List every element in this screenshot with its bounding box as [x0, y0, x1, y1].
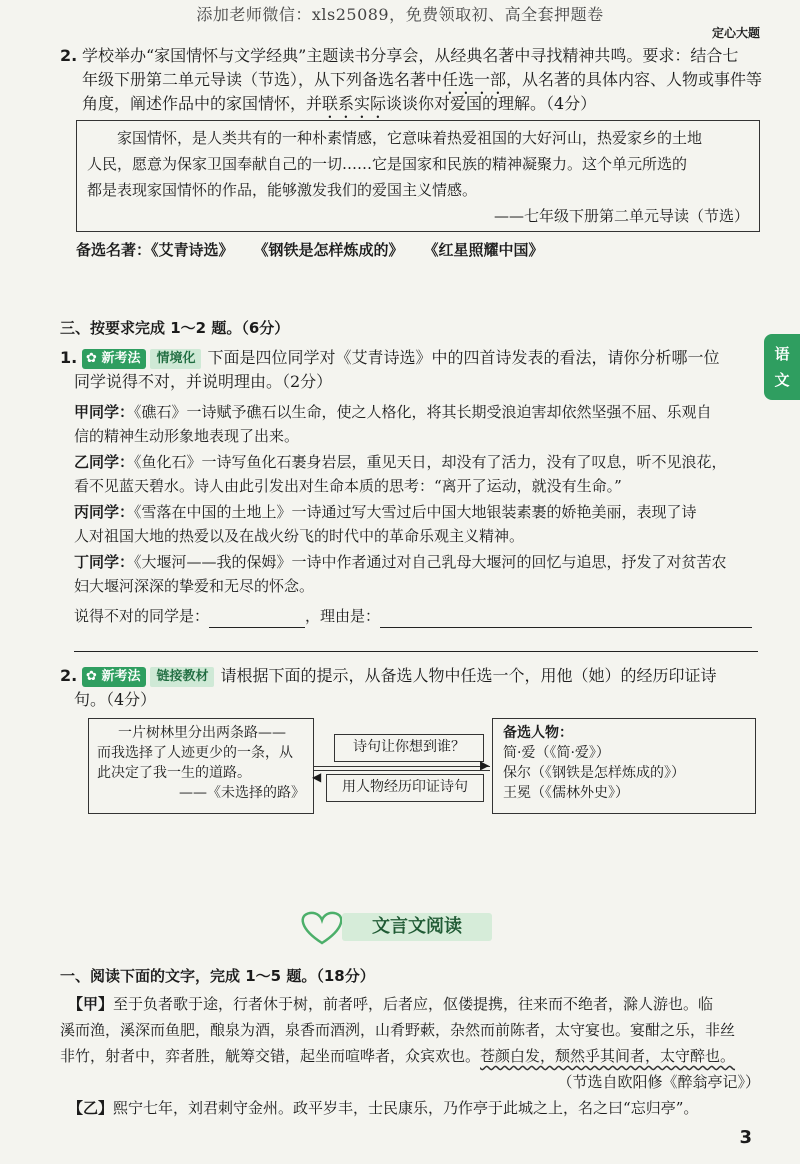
student-yi-label: 乙同学： — [74, 453, 135, 471]
new-method-label: 新考法 — [101, 351, 141, 366]
answer-blank-reason[interactable] — [380, 610, 752, 628]
section3-title: 三、按要求完成 1～2 题。（6分） — [60, 319, 290, 337]
poem-line-1: 一片树林里分出两条路—— — [118, 725, 286, 741]
student-bing-1 — [74, 500, 774, 524]
passage-jia-text-1: 至于负者歌于途，行者休于树，前者呼，后者应，伛偻提携，往来而不绝者，滁人游也。临 — [113, 995, 714, 1013]
passage-yi-1 — [68, 1096, 768, 1120]
q2-line3 — [82, 92, 782, 122]
student-yi-text-1: 《鱼化石》一诗写鱼化石裹身岩层，重见天日，却没有了活力，没有了叹息，听不见浪花， — [134, 453, 727, 471]
new-method-tag-2 — [82, 667, 146, 687]
s3q1-line1 — [60, 346, 760, 370]
student-bing-text-1: 《雪落在中国的土地上》一诗通过写大雪过后中国大地银装素裹的娇艳美丽，表现了诗 — [134, 503, 697, 521]
q2-text-3a: 角度，阐述作品中的家国情怀，并 — [82, 94, 323, 113]
header-label: 定心大题 — [711, 26, 760, 40]
candidate-jane-eyre: 简·爱（《简·爱》） — [503, 745, 610, 761]
subject-tab-char-2: 文 — [774, 371, 790, 389]
watermark-text: 添加老师微信：xls25089，免费领取初、高全套押题卷 — [196, 5, 604, 24]
student-ding-2: 妇大堰河深深的挚爱和无尽的怀念。 — [74, 577, 315, 595]
classical-reading-title: 文言文阅读 — [342, 913, 492, 941]
student-ding-1 — [74, 550, 774, 574]
q2-text-3b: 谈谈你对爱国的理解。（4分） — [386, 94, 597, 113]
poem-box — [88, 718, 314, 814]
poem-line-2: 而我选择了人迹更少的一条，从 — [97, 745, 293, 761]
connector-top — [314, 766, 490, 767]
passage-jia-1 — [68, 992, 768, 1016]
passage-yi-label: 【乙】 — [68, 1099, 114, 1117]
connector-bottom — [314, 770, 490, 771]
student-jia-label: 甲同学： — [74, 403, 135, 421]
quote-line-2: 人民，愿意为保家卫国奉献自己的一切……它是国家和民族的精神凝聚力。这个单元所选的 — [87, 155, 688, 173]
student-bing-label: 丙同学： — [74, 503, 135, 521]
candidate-wang-mian: 王冕（《儒林外史》） — [503, 785, 629, 801]
s3q2-number: 2. — [60, 666, 78, 685]
new-method-tag — [82, 349, 146, 369]
arrow-right-icon: ▶ — [480, 758, 490, 772]
student-yi-2: 看不见蓝天碧水。诗人由此引发出对生命本质的思考：“离开了运动，就没有生命。” — [74, 477, 622, 495]
classical-reading-banner — [292, 905, 502, 949]
quote-source: ——七年级下册第二单元导读（节选） — [493, 207, 749, 225]
option-steel: 《钢铁是怎样炼成的》 — [253, 241, 404, 259]
q2-text-2a: 年级下册第二单元导读（节选），从下列备选名著中 — [82, 70, 443, 89]
passage-jia-label: 【甲】 — [68, 995, 114, 1013]
passage-jia-text-3b-underlined: 苍颜白发，颓然乎其间者，太守醉也。 — [480, 1047, 736, 1065]
s3q2-text-1: 请根据下面的提示，从备选人物中任选一个，用他（她）的经历印证诗 — [220, 666, 717, 685]
prompt-who-box: 诗句让你想到谁？ — [334, 734, 484, 762]
student-jia-1 — [74, 400, 774, 424]
arrow-left-icon: ◀ — [312, 770, 322, 784]
q2-number: 2. — [60, 46, 78, 65]
answer-label-reason: ，理由是： — [305, 607, 381, 625]
bulb-icon-2: ✿ — [86, 669, 97, 684]
answer-line — [74, 604, 774, 628]
candidate-title: 备选人物： — [503, 725, 573, 741]
passage-jia-text-3a: 非竹，射者中，弈者胜，觥筹交错，起坐而喧哗者，众宾欢也。 — [60, 1047, 481, 1065]
passage-yi-text-1: 熙宁七年，刘君刺守金州。政平岁丰，士民康乐，乃作亭于此城之上，名之曰“忘归亭”。 — [113, 1099, 699, 1117]
student-jia-text-1: 《礁石》一诗赋予礁石以生命，使之人格化，将其长期受浪迫害却依然坚强不屈、乐观自 — [134, 403, 712, 421]
s3q2-line1 — [60, 664, 760, 688]
answer-label-student: 说得不对的同学是： — [74, 607, 210, 625]
subject-tab-char-1: 语 — [774, 345, 790, 363]
options-label: 备选名著： — [76, 241, 152, 259]
page-number: 3 — [739, 1127, 752, 1148]
q2-text-2-emph: 任选一部 — [442, 70, 507, 89]
student-jia-2: 信的精神生动形象地表现了出来。 — [74, 427, 300, 445]
student-bing-2: 人对祖国大地的热爱以及在战火纷飞的时代中的革命乐观主义精神。 — [74, 527, 525, 545]
new-method-label-2: 新考法 — [101, 669, 141, 684]
passage-jia-source: （节选自欧阳修《醉翁亭记》） — [557, 1073, 760, 1091]
passage-jia-3 — [60, 1044, 760, 1068]
q2-text-2b: ，从名著的具体内容、人物或事件等 — [506, 70, 763, 89]
unit-guide-quote-box — [76, 120, 760, 232]
s3q1-text-2: 同学说得不对，并说明理由。（2分） — [74, 372, 333, 391]
context-tag: 情境化 — [150, 349, 201, 369]
candidate-pavel: 保尔（《钢铁是怎样炼成的》） — [503, 765, 685, 781]
option-red-star: 《红星照耀中国》 — [423, 241, 544, 259]
poem-source: ——《未选择的路》 — [179, 785, 305, 801]
classical-section-title: 一、阅读下面的文字，完成 1～5 题。（18分） — [60, 967, 375, 985]
q2-text-1: 学校举办“家国情怀与文学经典”主题读书分享会，从经典名著中寻找精神共鸣。要求：结合七 — [82, 46, 739, 65]
quote-line-3: 都是表现家国情怀的作品，能够激发我们的爱国主义情感。 — [87, 181, 478, 199]
passage-jia-2: 溪而渔，溪深而鱼肥，酿泉为酒，泉香而酒洌，山肴野蔌，杂然而前陈者，太守宴也。宴酣之乐，非丝 — [60, 1021, 736, 1039]
candidate-box — [492, 718, 756, 814]
poem-line-3: 此决定了我一生的道路。 — [97, 765, 251, 781]
s3q1-text-1: 下面是四位同学对《艾青诗选》中的四首诗发表的看法，请你分析哪一位 — [207, 348, 720, 367]
q2-text-3-emph: 联系实际 — [322, 94, 387, 113]
answer-blank-reason-line2[interactable] — [74, 634, 758, 652]
book-options — [76, 238, 776, 262]
s3q1-number: 1. — [60, 348, 78, 367]
answer-blank-student[interactable] — [209, 610, 305, 628]
prompt-verify-box: 用人物经历印证诗句 — [326, 774, 484, 802]
student-yi-1 — [74, 450, 774, 474]
student-ding-label: 丁同学： — [74, 553, 135, 571]
s3q2-text-2: 句。（4分） — [74, 690, 157, 709]
bulb-icon: ✿ — [86, 351, 97, 366]
option-ai-qing: 《艾青诗选》 — [151, 241, 234, 259]
textbook-link-tag: 链接教材 — [150, 667, 214, 687]
q2-line1 — [60, 44, 760, 68]
quote-line-1: 家国情怀，是人类共有的一种朴素情感，它意味着热爱祖国的大好河山，热爱家乡的土地 — [117, 129, 703, 147]
student-ding-text-1: 《大堰河——我的保姆》一诗中作者通过对自己乳母大堰河的回忆与追思，抒发了对贫苦农 — [134, 553, 727, 571]
